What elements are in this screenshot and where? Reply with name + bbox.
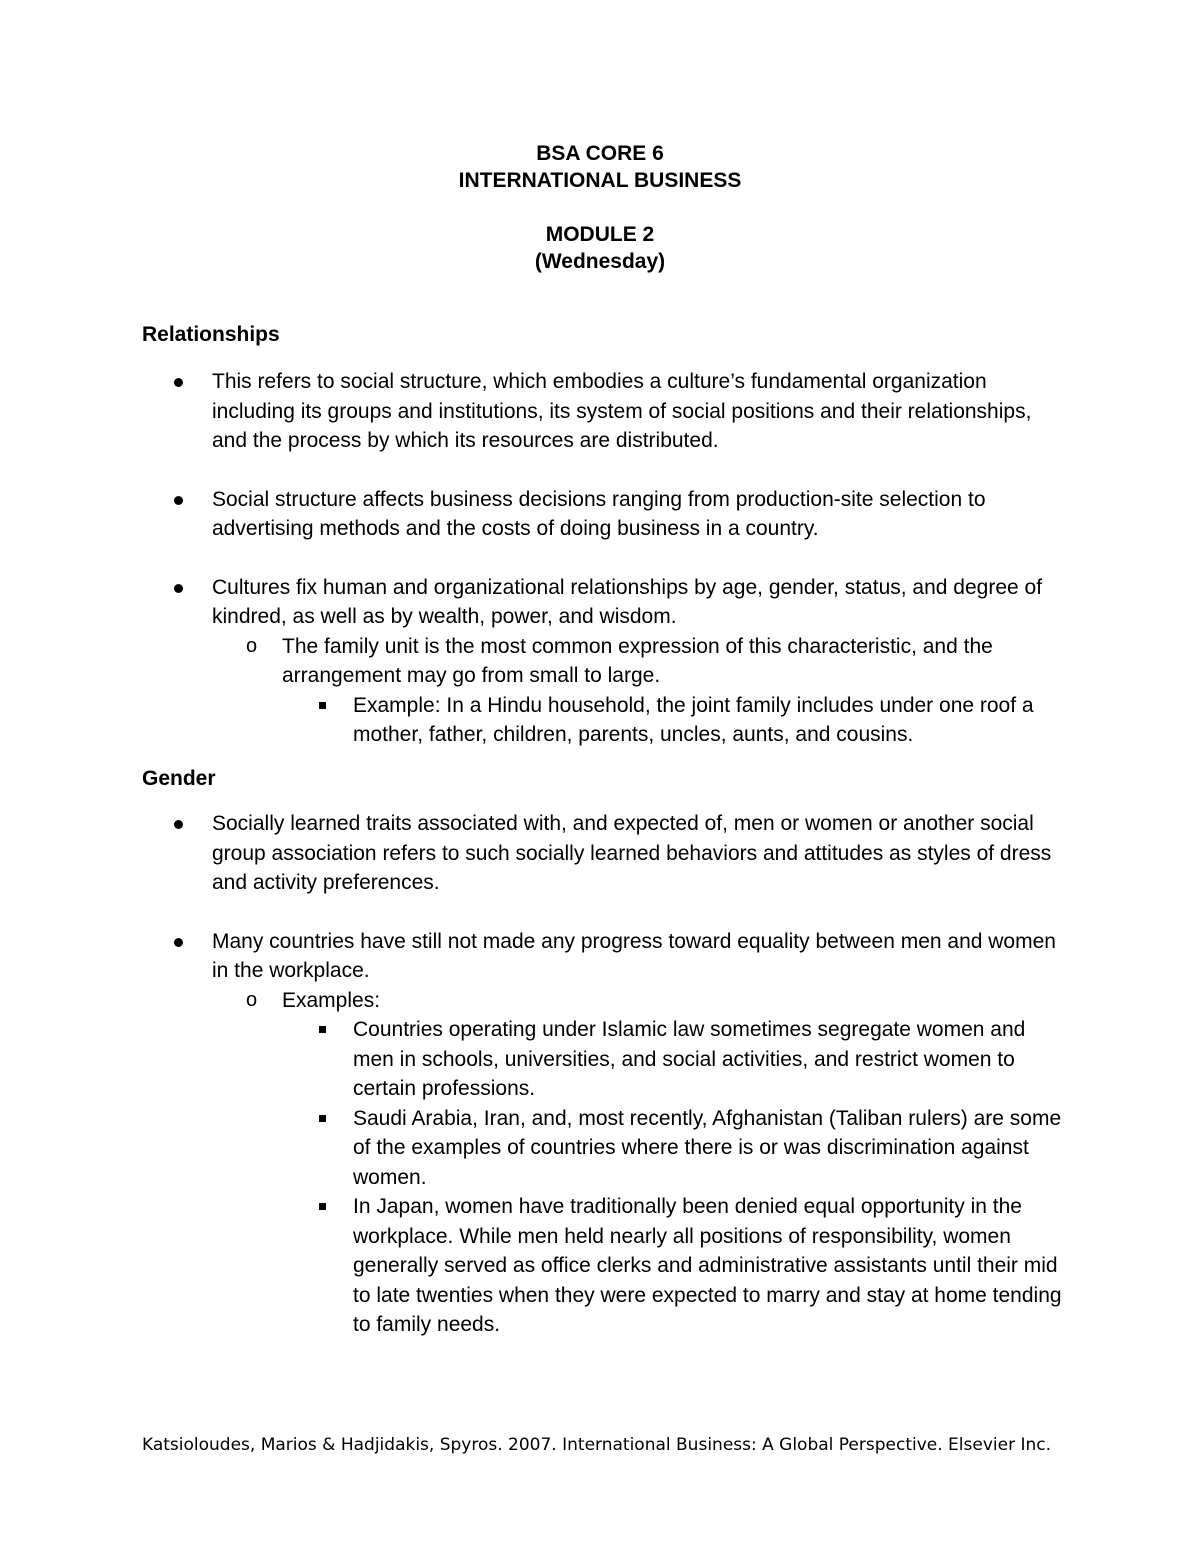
sub-list-item bbox=[246, 632, 1070, 750]
list-item-text: Socially learned traits associated with, and expected of, men or women or another social group association refers to such socially learned behaviors and attitudes as styles of dress and activity preferences. bbox=[212, 812, 1052, 894]
list-item bbox=[0, 927, 1200, 1340]
footer-citation: Katsioloudes, Marios & Hadjidakis, Spyros. 2007. International Business: A Global Perspective. Elsevier Inc. bbox=[142, 1435, 1052, 1455]
bullet-circle-icon: o bbox=[246, 988, 258, 1011]
sub-list bbox=[212, 632, 1070, 750]
bullet-dot-icon bbox=[174, 378, 183, 387]
course-code: BSA CORE 6 bbox=[536, 142, 664, 165]
sub-sub-list-item-text: Saudi Arabia, Iran, and, most recently, Afghanistan (Taliban rulers) are some of the examples of countries where there is or was discrimination against women. bbox=[353, 1106, 1062, 1189]
sub-sub-list-item bbox=[353, 1104, 1070, 1193]
gender-heading: Gender bbox=[142, 767, 216, 790]
bullet-dot-icon bbox=[174, 820, 183, 829]
bullet-square-icon bbox=[319, 702, 326, 709]
sub-list-item-text: The family unit is the most common expression of this characteristic, and the arrangement may go from small to large. bbox=[282, 634, 993, 687]
relationships-heading: Relationships bbox=[142, 323, 280, 346]
bullet-dot-icon bbox=[174, 938, 183, 947]
course-title: INTERNATIONAL BUSINESS bbox=[458, 169, 742, 192]
bullet-dot-icon bbox=[174, 496, 183, 505]
sub-sub-list bbox=[282, 691, 1070, 750]
bullet-square-icon bbox=[319, 1115, 326, 1122]
list-item-text: Cultures fix human and organizational relationships by age, gender, status, and degree of kindred, as well as by wealth, power, and wisdom. bbox=[212, 575, 1043, 628]
document-title-block bbox=[0, 140, 1200, 275]
list-item-text: Social structure affects business decisions ranging from production-site selection to advertising methods and the costs of doing business in a country. bbox=[212, 487, 986, 540]
sub-list-item bbox=[246, 986, 1070, 1340]
bullet-circle-icon: o bbox=[246, 634, 258, 657]
sub-sub-list-item-text: Example: In a Hindu household, the joint family includes under one roof a mother, father, children, parents, uncles, aunts, and cousins. bbox=[353, 693, 1034, 746]
relationships-list bbox=[0, 367, 1200, 750]
list-item bbox=[0, 809, 1200, 898]
bullet-dot-icon bbox=[174, 584, 183, 593]
bullet-square-icon bbox=[319, 1203, 326, 1210]
sub-list bbox=[212, 986, 1070, 1340]
sub-sub-list-item bbox=[353, 1015, 1070, 1104]
list-item bbox=[0, 367, 1200, 456]
list-item bbox=[0, 573, 1200, 750]
sub-sub-list bbox=[282, 1015, 1070, 1340]
list-item bbox=[0, 485, 1200, 544]
sub-sub-list-item-text: In Japan, women have traditionally been denied equal opportunity in the workplace. While men held nearly all positions of responsibility, women generally served as office clerks and administrative assistants until their mid to late twenties when they were expected to marry and stay at home tending to family needs. bbox=[353, 1195, 1062, 1336]
sub-list-item-text: Examples: bbox=[282, 988, 381, 1012]
gender-list bbox=[0, 809, 1200, 1340]
bullet-square-icon bbox=[319, 1026, 326, 1033]
list-item-text: Many countries have still not made any progress toward equality between men and women in the workplace. bbox=[212, 929, 1056, 982]
sub-sub-list-item bbox=[353, 691, 1070, 750]
list-item-text: This refers to social structure, which embodies a culture’s fundamental organization including its groups and institutions, its system of social positions and their relationships, and the process by which its resources are distributed. bbox=[212, 370, 1032, 452]
module-day: (Wednesday) bbox=[534, 250, 666, 273]
sub-sub-list-item bbox=[353, 1192, 1070, 1340]
sub-sub-list-item-text: Countries operating under Islamic law sometimes segregate women and men in schools, universities, and social activities, and restrict women to certain professions. bbox=[353, 1018, 1026, 1100]
module-label: MODULE 2 bbox=[545, 223, 655, 246]
